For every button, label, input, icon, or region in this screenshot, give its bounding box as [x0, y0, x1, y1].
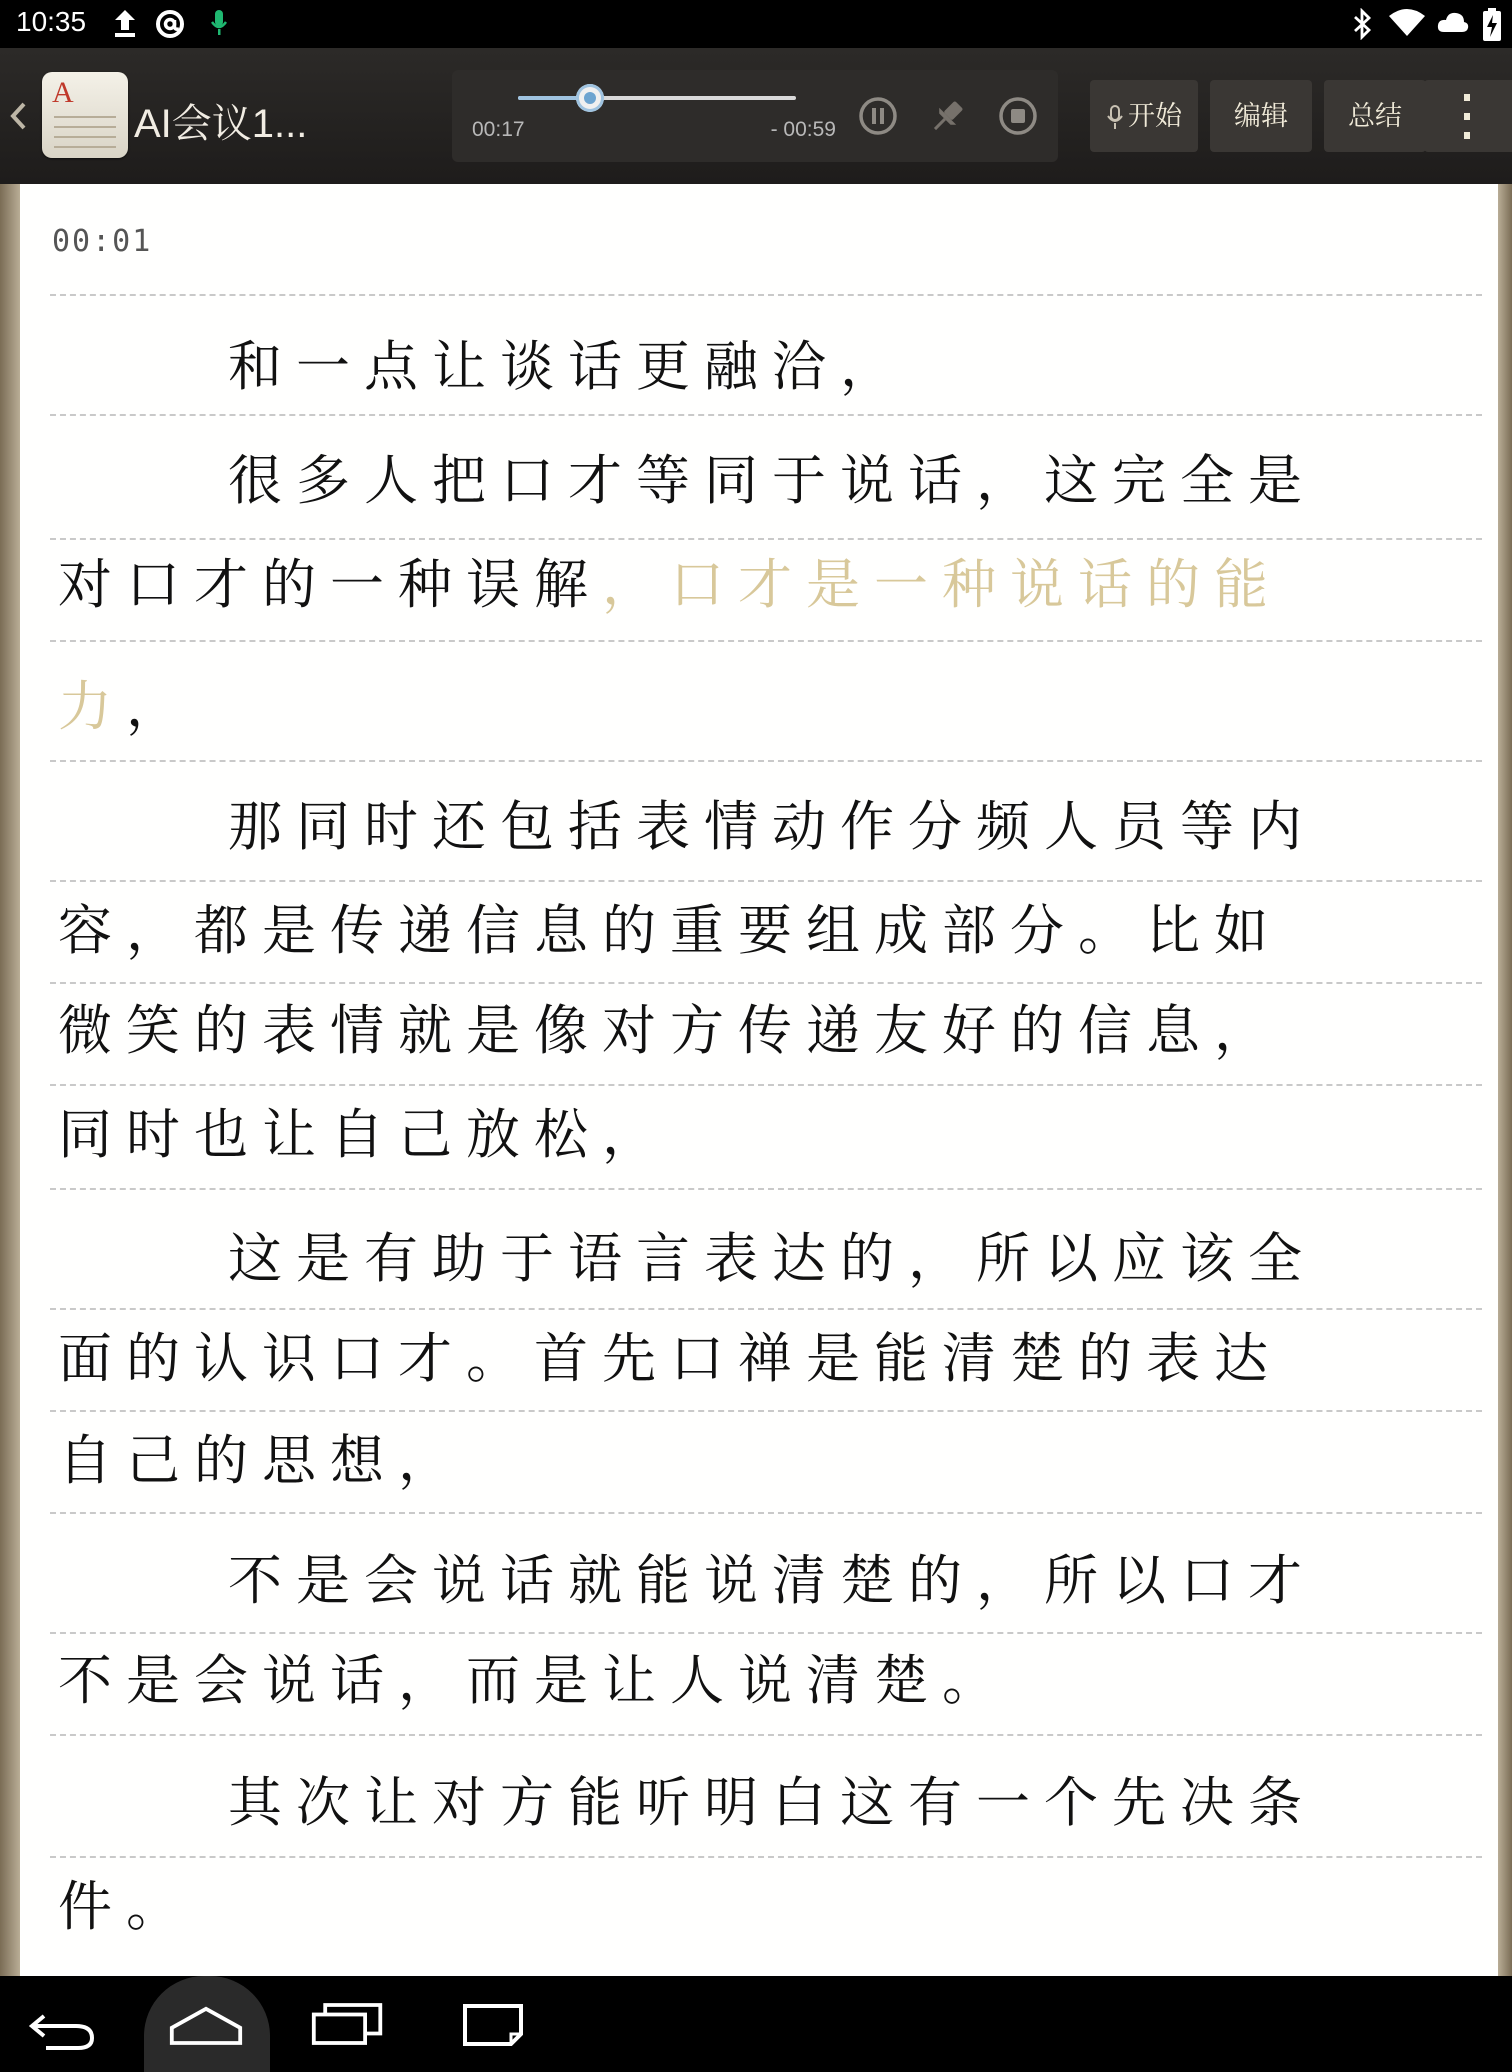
ruled-line — [50, 1308, 1482, 1310]
ruled-line — [50, 538, 1482, 540]
cloud-icon — [1436, 8, 1470, 38]
highlighted-text: 力 — [58, 675, 126, 738]
text-line: 和一点让谈话更融洽， — [228, 335, 908, 398]
note-document[interactable] — [20, 184, 1498, 1976]
pin-icon[interactable] — [926, 96, 968, 138]
ruled-line — [50, 880, 1482, 882]
text-line: 面的认识口才。首先口禅是能清楚的表达 — [58, 1327, 1282, 1390]
navigation-bar — [0, 1976, 1512, 2072]
ruled-line — [50, 760, 1482, 762]
edit-button[interactable]: 编辑 — [1210, 80, 1312, 152]
text-line: 很多人把口才等同于说话，这完全是 — [228, 449, 1316, 512]
overflow-menu-icon[interactable] — [1424, 80, 1512, 152]
ruled-line — [50, 1734, 1482, 1736]
upload-icon — [112, 8, 138, 38]
mic-indicator-icon — [210, 8, 228, 38]
start-recording-button[interactable] — [1090, 80, 1198, 152]
segment-timestamp: 00:01 — [52, 224, 153, 259]
recent-apps-icon[interactable] — [310, 1986, 386, 2062]
pause-icon[interactable] — [858, 96, 898, 136]
ruled-line — [50, 1856, 1482, 1858]
note-title[interactable]: AI会议1... — [134, 102, 308, 146]
wifi-icon — [1388, 8, 1426, 38]
text-line: 件。 — [58, 1875, 194, 1938]
ruled-line — [50, 640, 1482, 642]
screenshot-icon[interactable] — [456, 1986, 532, 2062]
ruled-line — [50, 1410, 1482, 1412]
ruled-line — [50, 414, 1482, 416]
bluetooth-icon — [1352, 8, 1374, 40]
stop-icon[interactable] — [998, 96, 1038, 136]
paper-edge-right — [1498, 184, 1512, 1976]
home-icon[interactable] — [168, 1986, 244, 2062]
playback-seekbar[interactable] — [518, 96, 796, 100]
text-line: 不是会说话，而是让人说清楚。 — [58, 1649, 1010, 1712]
at-sign-icon — [154, 8, 186, 40]
microphone-icon — [1106, 104, 1124, 132]
text-line: 容，都是传递信息的重要组成部分。比如 — [58, 899, 1282, 962]
seekbar-thumb[interactable] — [576, 84, 604, 112]
ruled-line — [50, 1512, 1482, 1514]
status-time: 10:35 — [16, 6, 87, 37]
ruled-line — [50, 1188, 1482, 1190]
audio-player — [452, 70, 1058, 162]
text-line: 那同时还包括表情动作分频人员等内 — [228, 795, 1316, 858]
text-line: 对口才的一种误解，口才是一种说话的能 — [58, 553, 1282, 616]
remaining-time: - 00:59 — [770, 118, 836, 141]
text-line: 微笑的表情就是像对方传递友好的信息， — [58, 999, 1282, 1062]
back-icon[interactable] — [24, 1986, 100, 2062]
ruled-line — [50, 294, 1482, 296]
start-recording-label: 开始 — [1128, 101, 1182, 131]
battery-icon — [1482, 8, 1502, 42]
ruled-line — [50, 982, 1482, 984]
highlighted-text: ，口才是一种说话的能 — [602, 553, 1282, 616]
text-line: 同时也让自己放松， — [58, 1103, 670, 1166]
back-chevron-icon[interactable] — [8, 96, 28, 136]
ruled-line — [50, 1632, 1482, 1634]
text-line: 力， — [58, 675, 194, 738]
text-line: 其次让对方能听明白这有一个先决条 — [228, 1771, 1316, 1834]
status-bar — [0, 0, 1512, 48]
text-line: 不是会说话就能说清楚的，所以口才 — [228, 1549, 1316, 1612]
notebook-icon[interactable]: A — [42, 72, 128, 158]
text-line: 这是有助于语言表达的，所以应该全 — [228, 1227, 1316, 1290]
summary-button[interactable]: 总结 — [1324, 80, 1426, 152]
elapsed-time: 00:17 — [472, 118, 525, 141]
paper-edge-left — [0, 184, 20, 1976]
ruled-line — [50, 1084, 1482, 1086]
text-line: 自己的思想， — [58, 1429, 466, 1492]
